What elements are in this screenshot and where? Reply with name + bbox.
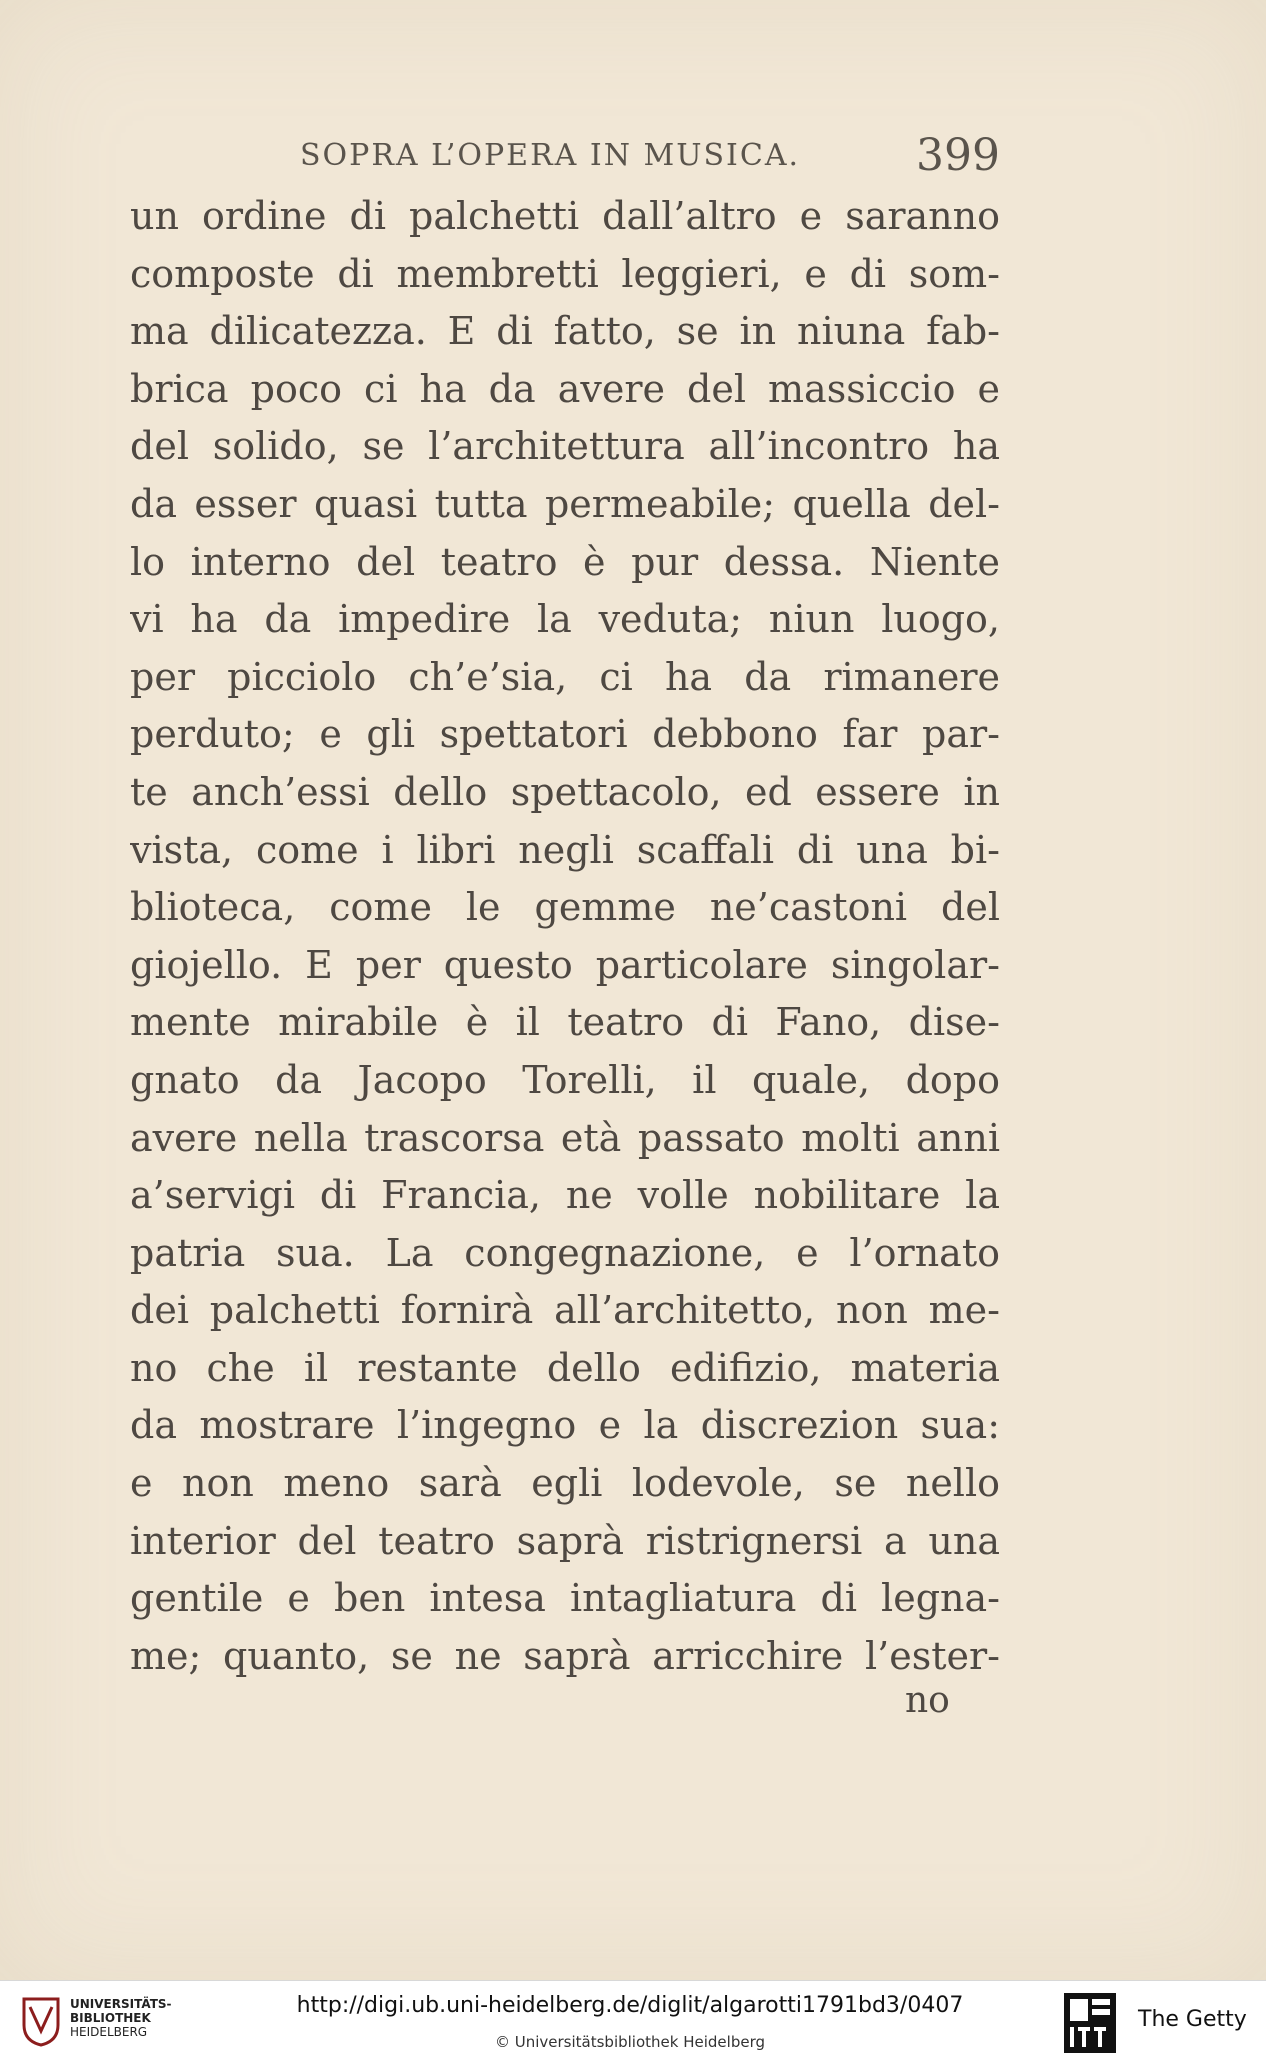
text-line: vista, come i libri negli scaffali di una bi- — [130, 827, 1000, 872]
catchword: no — [905, 1680, 950, 1721]
text-line: avere nella trascorsa età passato molti anni — [130, 1115, 1000, 1160]
copyright-notice: © Universitätsbibliothek Heidelberg — [494, 2033, 765, 2051]
text-line: brica poco ci ha da avere del massiccio e — [130, 366, 1000, 411]
text-line: da mostrare l’ingegno e la discrezion sua: — [130, 1403, 1000, 1448]
footer-bar — [0, 1980, 1266, 2066]
text-line: mente mirabile è il teatro di Fano, dise- — [130, 1000, 1000, 1045]
text-line: gentile e ben intesa intagliatura di legna- — [130, 1576, 1000, 1621]
text-line: te anch’essi dello spettacolo, ed essere in — [130, 769, 1000, 814]
text-line: del solido, se l’architettura all’incontro ha — [130, 424, 1000, 469]
institution-line: UNIVERSITÄTS- — [70, 1997, 172, 2011]
text-line: lo interno del teatro è pur dessa. Niente — [130, 539, 1000, 584]
text-line: giojello. E per questo particolare singolar- — [130, 942, 1000, 987]
body-text — [130, 188, 1000, 1685]
text-line: blioteca, come le gemme ne’castoni del — [130, 885, 1000, 930]
text-line: a’servigi di Francia, ne volle nobilitare la — [130, 1173, 1000, 1218]
university-library-name — [70, 1997, 210, 2039]
university-library-logo-icon — [20, 1995, 62, 2047]
text-line: da esser quasi tutta permeabile; quella del- — [130, 481, 1000, 526]
institution-line: BIBLIOTHEK — [70, 2011, 151, 2025]
text-line: un ordine di palchetti dall’altro e saranno — [130, 194, 1000, 238]
getty-logo-icon — [1062, 1991, 1118, 2055]
text-line: composte di membretti leggieri, e di som- — [130, 251, 1000, 296]
text-line: perduto; e gli spettatori debbono far par- — [130, 712, 1000, 757]
text-line: per picciolo ch’e’sia, ci ha da rimanere — [130, 654, 1000, 699]
text-line: vi ha da impedire la veduta; niun luogo, — [130, 597, 1000, 642]
text-line: ma dilicatezza. E di fatto, se in niuna fab- — [130, 309, 1000, 354]
text-line: e non meno sarà egli lodevole, se nello — [130, 1461, 1000, 1506]
permalink-url[interactable]: http://digi.ub.uni-heidelberg.de/diglit/algarotti1791bd3/0407 — [296, 1993, 964, 2018]
page-header — [290, 130, 1010, 190]
text-line: interior del teatro saprà ristrignersi a una — [130, 1518, 1000, 1563]
text-line: patria sua. La congegnazione, e l’ornato — [130, 1230, 1000, 1275]
text-line: me; quanto, se ne saprà arricchire l’ester- — [130, 1633, 1000, 1678]
text-line: dei palchetti fornirà all’architetto, non me- — [130, 1288, 1000, 1333]
text-line: no che il restante dello edifizio, materia — [130, 1345, 1000, 1390]
running-head: SOPRA L’OPERA IN MUSICA. — [300, 138, 801, 173]
page-number: 399 — [916, 130, 1000, 181]
institution-line: HEIDELBERG — [70, 2025, 148, 2039]
text-line: gnato da Jacopo Torelli, il quale, dopo — [130, 1057, 1000, 1102]
getty-name: The Getty — [1138, 2007, 1247, 2032]
